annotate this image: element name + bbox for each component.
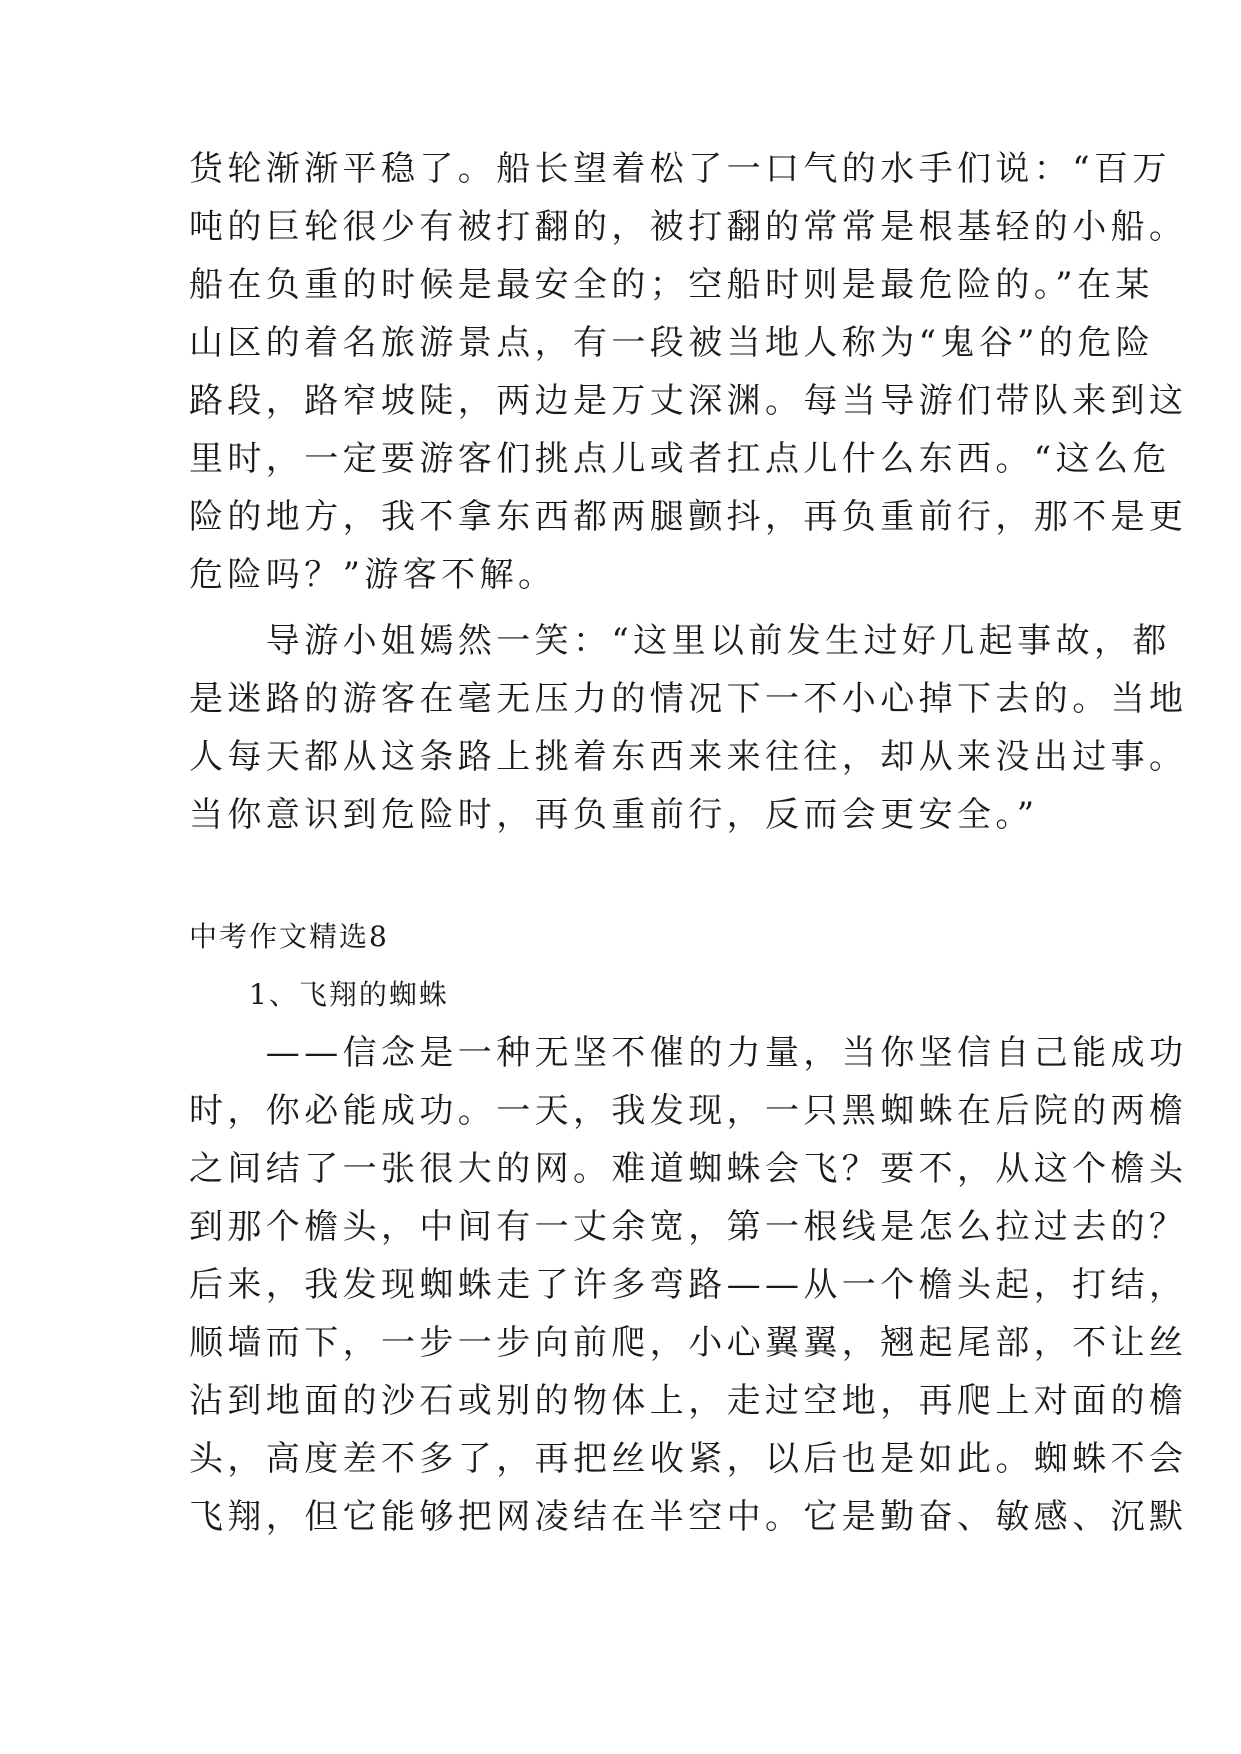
- text-line: ——信念是一种无坚不催的力量，当你坚信自己能成功: [189, 1033, 1188, 1073]
- text-line: 到那个檐头，中间有一丈余宽，第一根线是怎么拉过去的？: [189, 1207, 1188, 1247]
- text-line: 是迷路的游客在毫无压力的情况下一不小心掉下去的。当地: [189, 679, 1188, 719]
- text-line: 顺墙而下，一步一步向前爬，小心翼翼，翘起尾部，不让丝: [189, 1323, 1188, 1363]
- text-line: 当你意识到危险时，再负重前行，反而会更安全。”: [189, 795, 1039, 835]
- essay-subtitle: 1、飞翔的蜘蛛: [189, 978, 449, 1011]
- text-line: 之间结了一张很大的网。难道蜘蛛会飞？要不，从这个檐头: [189, 1149, 1188, 1189]
- text-line: 飞翔，但它能够把网凌结在半空中。它是勤奋、敏感、沉默: [189, 1497, 1188, 1537]
- text-line: 里时，一定要游客们挑点儿或者扛点儿什么东西。“这么危: [189, 439, 1171, 479]
- text-line: 头，高度差不多了，再把丝收紧，以后也是如此。蜘蛛不会: [189, 1439, 1188, 1479]
- text-line: 时，你必能成功。一天，我发现，一只黑蜘蛛在后院的两檐: [189, 1091, 1188, 1131]
- text-line: 险的地方，我不拿东西都两腿颤抖，再负重前行，那不是更: [189, 497, 1188, 537]
- text-line: 导游小姐嫣然一笑：“这里以前发生过好几起事故，都: [189, 621, 1171, 661]
- text-line: 货轮渐渐平稳了。船长望着松了一口气的水手们说：“百万: [189, 149, 1171, 189]
- text-line: 路段，路窄坡陡，两边是万丈深渊。每当导游们带队来到这: [189, 381, 1188, 421]
- section-title: 中考作文精选8: [189, 920, 389, 953]
- text-line: 船在负重的时候是最安全的；空船时则是最危险的。”在某: [189, 265, 1154, 305]
- text-line: 山区的着名旅游景点，有一段被当地人称为“鬼谷”的危险: [189, 323, 1155, 363]
- text-line: 后来，我发现蜘蛛走了许多弯路——从一个檐头起，打结，: [189, 1265, 1188, 1305]
- text-line: 吨的巨轮很少有被打翻的，被打翻的常常是根基轻的小船。: [189, 207, 1188, 247]
- text-line: 危险吗？”游客不解。: [189, 555, 557, 595]
- text-line: 沾到地面的沙石或别的物体上，走过空地，再爬上对面的檐: [189, 1381, 1188, 1421]
- text-line: 人每天都从这条路上挑着东西来来往往，却从来没出过事。: [189, 737, 1188, 777]
